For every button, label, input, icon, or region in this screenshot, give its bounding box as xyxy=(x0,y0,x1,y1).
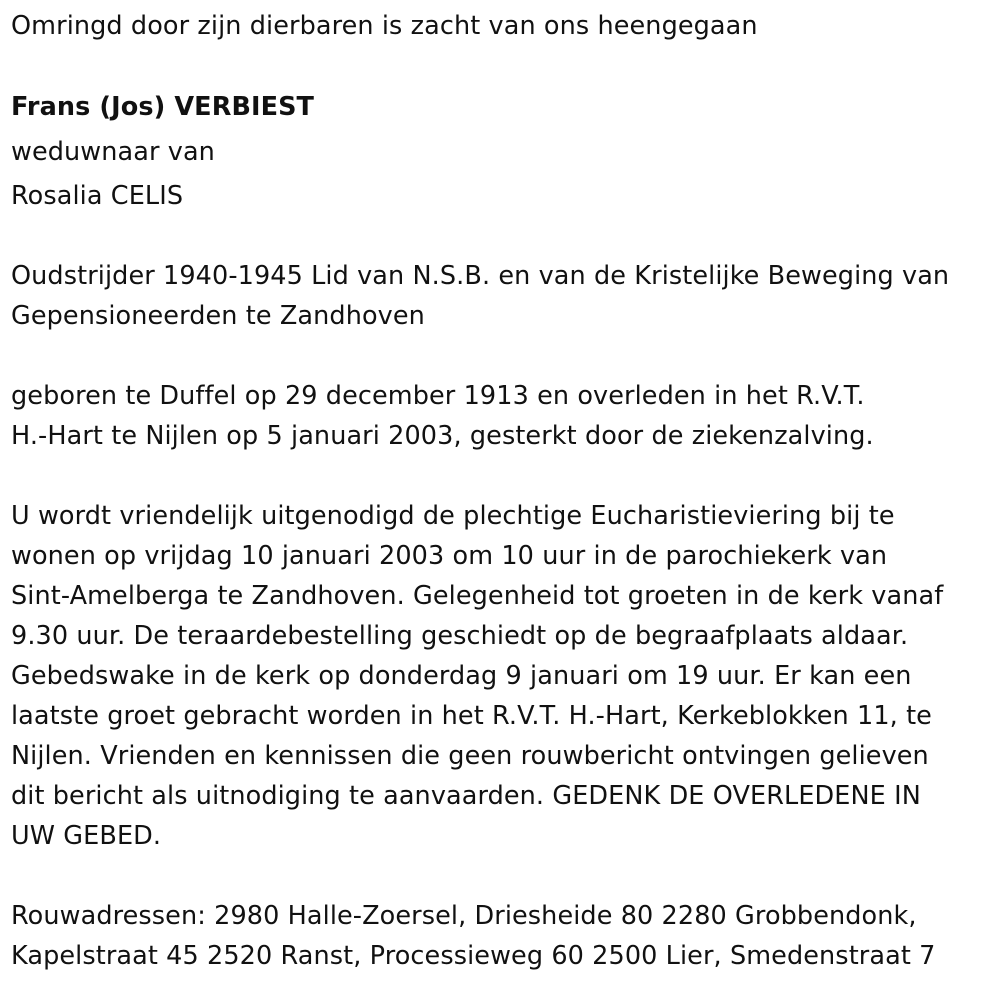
addresses-line-2: Kapelstraat 45 2520 Ranst, Processieweg 60 2500 Lier, Smedenstraat 7 xyxy=(11,941,936,971)
spouse-name: Rosalia CELIS xyxy=(11,181,184,211)
birth-death-line-1: geboren te Duffel op 29 december 1913 en overleden in het R.V.T. xyxy=(11,381,865,411)
blank-line xyxy=(11,856,986,896)
blank-line xyxy=(11,456,986,496)
service-line-1: U wordt vriendelijk uitgenodigd de plechtige Eucharistieviering bij te xyxy=(11,501,895,531)
service-line-6: laatste groet gebracht worden in het R.V.T. H.-Hart, Kerkeblokken 11, te xyxy=(11,701,932,731)
service-line-4: 9.30 uur. De teraardebestelling geschiedt op de begraafplaats aldaar. xyxy=(11,621,909,651)
service-line-9: UW GEBED. xyxy=(11,821,162,851)
relation-text: weduwnaar van xyxy=(11,137,215,167)
service-line-5: Gebedswake in de kerk op donderdag 9 januari om 19 uur. Er kan een xyxy=(11,661,912,691)
deceased-name: Frans (Jos) VERBIEST xyxy=(11,92,315,122)
memberships-line-2: Gepensioneerden te Zandhoven xyxy=(11,301,425,331)
service-line-3: Sint-Amelberga te Zandhoven. Gelegenheid tot groeten in de kerk vanaf xyxy=(11,581,944,611)
memberships-line-1: Oudstrijder 1940-1945 Lid van N.S.B. en van de Kristelijke Beweging van xyxy=(11,261,950,291)
service-line-7: Nijlen. Vrienden en kennissen die geen rouwbericht ontvingen gelieven xyxy=(11,741,929,771)
intro-text: Omringd door zijn dierbaren is zacht van ons heengegaan xyxy=(11,11,758,41)
service-line-8: dit bericht als uitnodiging te aanvaarden. GEDENK DE OVERLEDENE IN xyxy=(11,781,921,811)
blank-line xyxy=(11,336,986,376)
birth-death-line-2: H.-Hart te Nijlen op 5 januari 2003, gesterkt door de ziekenzalving. xyxy=(11,421,874,451)
service-line-2: wonen op vrijdag 10 januari 2003 om 10 uur in de parochiekerk van xyxy=(11,541,888,571)
blank-line xyxy=(11,216,986,256)
blank-line xyxy=(11,46,986,86)
addresses-line-1: Rouwadressen: 2980 Halle-Zoersel, Driesheide 80 2280 Grobbendonk, xyxy=(11,901,917,931)
obituary-document xyxy=(11,6,986,976)
